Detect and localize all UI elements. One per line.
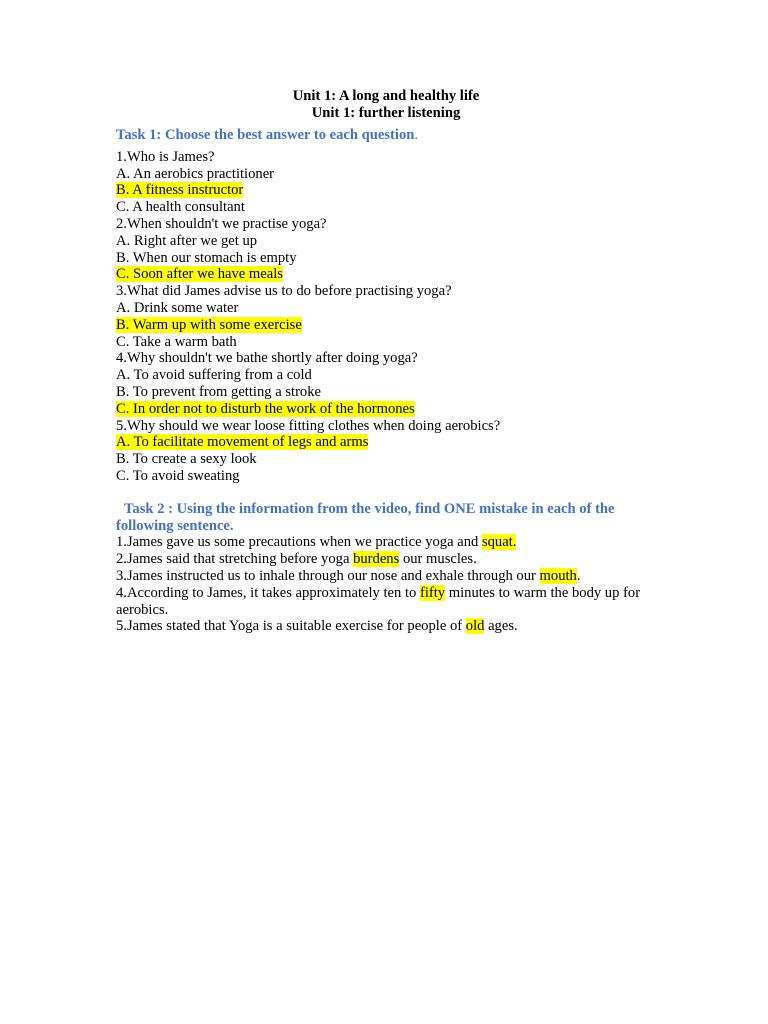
sentence-text-after: .: [576, 567, 581, 584]
highlighted-mistake: burdens: [353, 551, 400, 568]
answer-option-text: B. To prevent from getting a stroke: [116, 383, 322, 400]
document-page: [116, 88, 656, 635]
answer-option-text: A. Drink some water: [116, 299, 239, 316]
question-text: 2.When shouldn't we practise yoga?: [116, 215, 327, 232]
answer-option: [116, 166, 656, 183]
highlighted-mistake: old: [465, 618, 485, 635]
sentence-text-before: 2.James said that stretching before yoga: [116, 551, 354, 568]
answer-option: [116, 334, 656, 351]
task2-heading-text: Task 2 : Using the information from the video, find ONE mistake in each of the following sentence.: [116, 500, 615, 534]
task2-sentence: [116, 568, 656, 585]
answer-option: [116, 451, 656, 468]
sentence-text-after: minutes to warm the body up for aerobics.: [116, 584, 641, 618]
sentence-text-before: 5.James stated that Yoga is a suitable exercise for people of: [116, 618, 466, 635]
answer-option-text: B. To create a sexy look: [116, 451, 257, 468]
answer-option: [116, 233, 656, 250]
task2-sentence: [116, 551, 656, 568]
answer-option: [116, 199, 656, 216]
task1-heading-period: .: [414, 127, 419, 143]
answer-option-text: C. Take a warm bath: [116, 333, 237, 350]
answer-option-text: A. An aerobics practitioner: [116, 165, 275, 182]
answer-option: [116, 317, 656, 334]
task2-sentence-list: [116, 534, 656, 635]
highlighted-mistake: squat.: [481, 534, 517, 551]
task1-heading-text: Task 1: Choose the best answer to each question: [116, 127, 415, 143]
sentence-text-after: our muscles.: [399, 551, 477, 568]
answer-option: [116, 300, 656, 317]
task1-question-list: [116, 149, 656, 485]
task1-heading: [116, 127, 656, 144]
answer-option-text: B. When our stomach is empty: [116, 249, 297, 266]
document-title: Unit 1: A long and healthy life: [292, 88, 480, 104]
task2-sentence: [116, 618, 656, 635]
answer-option: [116, 182, 656, 199]
answer-option: [116, 468, 656, 485]
task2-sentence: [116, 585, 656, 619]
question-text: 1.Who is James?: [116, 148, 215, 165]
highlighted-answer: C. Soon after we have meals: [116, 266, 283, 283]
highlighted-mistake: mouth: [539, 567, 577, 584]
answer-option-text: C. To avoid sweating: [116, 467, 240, 484]
answer-option: [116, 384, 656, 401]
task2-sentence: [116, 534, 656, 551]
sentence-text-before: 4.According to James, it takes approximately ten to: [116, 584, 420, 601]
answer-option: [116, 434, 656, 451]
question-text: 5.Why should we wear loose fitting clothes when doing aerobics?: [116, 417, 501, 434]
answer-option: [116, 266, 656, 283]
task2-heading: [116, 501, 656, 535]
sentence-text-before: 1.James gave us some precautions when we practice yoga and: [116, 534, 482, 551]
question-text: 3.What did James advise us to do before practising yoga?: [116, 283, 452, 300]
sentence-text-after: ages.: [484, 618, 518, 635]
highlighted-answer: B. Warm up with some exercise: [116, 316, 302, 333]
highlighted-answer: B. A fitness instructor: [116, 182, 244, 199]
answer-option: [116, 367, 656, 384]
answer-option-text: A. To avoid suffering from a cold: [116, 367, 312, 384]
document-subtitle: Unit 1: further listening: [311, 104, 461, 121]
highlighted-answer: A. To facilitate movement of legs and arms: [116, 434, 369, 451]
highlighted-mistake: fifty: [419, 584, 446, 601]
answer-option: [116, 401, 656, 418]
answer-option: [116, 250, 656, 267]
answer-option-text: A. Right after we get up: [116, 232, 258, 249]
highlighted-answer: C. In order not to disturb the work of the hormones: [116, 400, 415, 417]
answer-option-text: C. A health consultant: [116, 199, 245, 216]
sentence-text-before: 3.James instructed us to inhale through our nose and exhale through our: [116, 567, 540, 584]
question-text: 4.Why shouldn't we bathe shortly after doing yoga?: [116, 350, 418, 367]
